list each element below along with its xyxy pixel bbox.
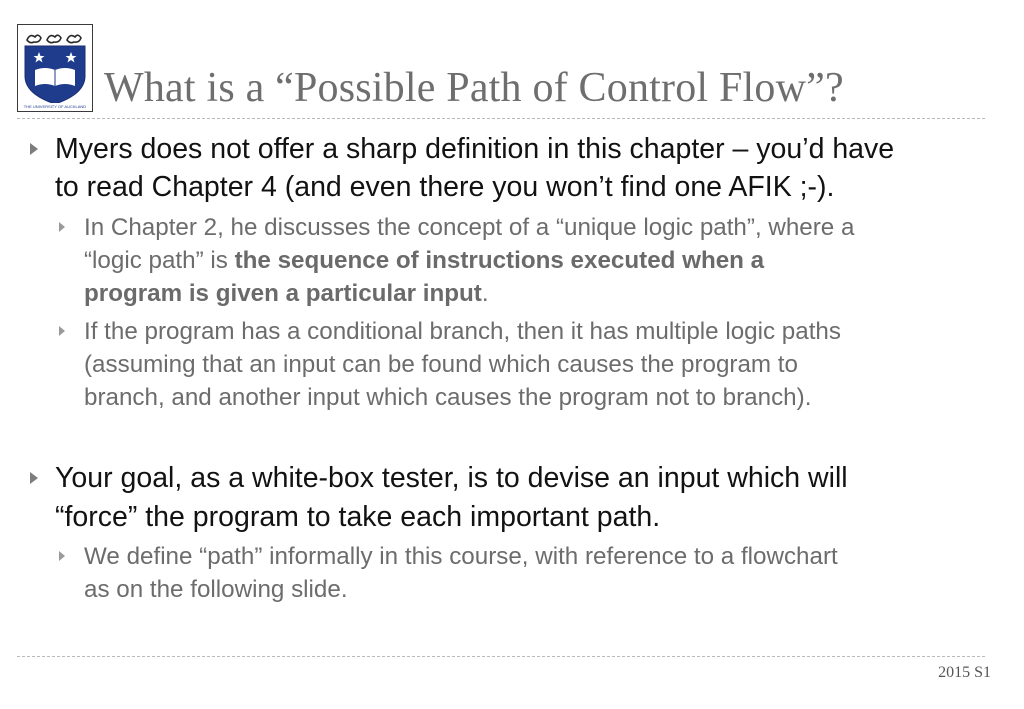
sub-bullet-text: If the program has a conditional branch, then it has multiple logic paths <box>84 318 841 345</box>
bullet-text: to read Chapter 4 (and even there you won’t find one AFIK ;-). <box>55 171 835 203</box>
bullet-text: Myers does not offer a sharp definition in this chapter – you’d have <box>55 133 895 165</box>
slide-footer-date: 2015 S1 <box>938 664 991 681</box>
bullet-text: Your goal, as a white-box tester, is to devise an input which will <box>55 462 848 494</box>
sub-bullet-text: (assuming that an input can be found which causes the program to <box>84 351 798 378</box>
bullet-text: “force” the program to take each important path. <box>55 501 661 533</box>
sub-bullet-text-plain: . <box>481 280 489 307</box>
sub-bullet-text: We define “path” informally in this course, with reference to a flowchart <box>84 543 838 570</box>
sub-bullet-arrow-icon <box>59 551 65 561</box>
sub-bullet-text-bold: program is given a particular input <box>84 280 482 307</box>
bullet-arrow-icon <box>30 143 38 155</box>
sub-bullet-text: branch, and another input which causes the program not to branch). <box>84 384 812 411</box>
sub-bullet-text <box>84 244 764 277</box>
sub-bullet-text-bold: the sequence of instructions executed when a <box>234 247 765 274</box>
sub-bullet-arrow-icon <box>59 326 65 336</box>
sub-bullet-arrow-icon <box>59 222 65 232</box>
sub-bullet-text: In Chapter 2, he discusses the concept of a “unique logic path”, where a <box>84 214 855 241</box>
sub-bullet-text <box>84 277 489 310</box>
slide-title: What is a “Possible Path of Control Flow”? <box>104 65 844 111</box>
sub-bullet-text-plain: “logic path” is <box>84 247 235 274</box>
bullet-arrow-icon <box>30 472 38 484</box>
sub-bullet-text: as on the following slide. <box>84 576 348 603</box>
svg-text:THE UNIVERSITY OF AUCKLAND: THE UNIVERSITY OF AUCKLAND <box>23 104 87 109</box>
